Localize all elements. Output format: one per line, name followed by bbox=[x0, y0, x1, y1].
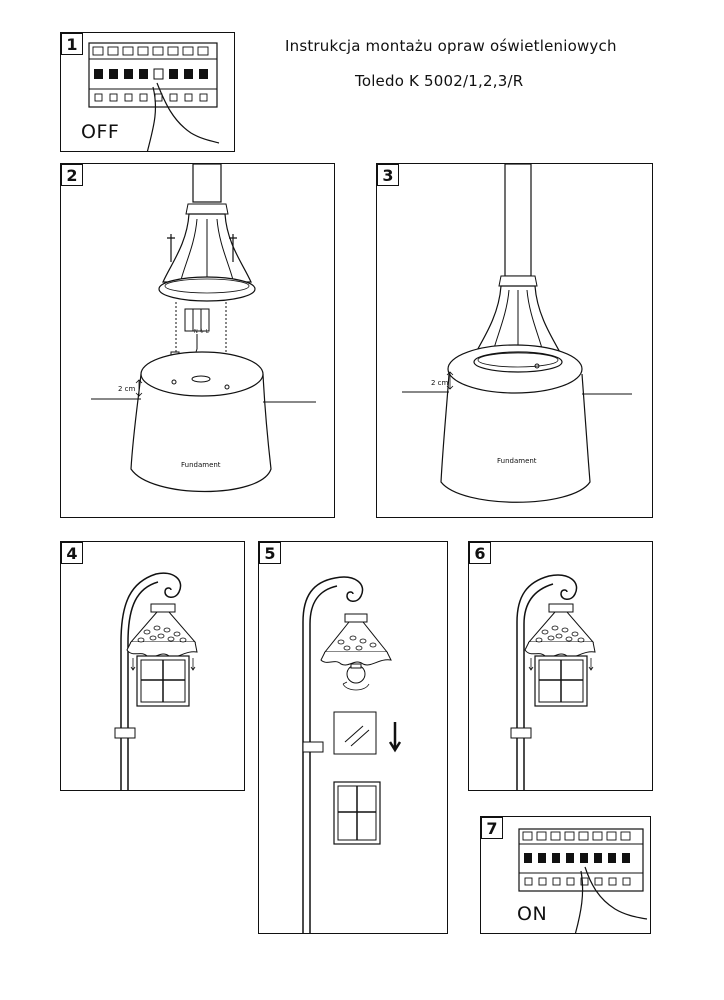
step-5-panel bbox=[258, 541, 448, 934]
foundation-label: Fundament bbox=[181, 461, 221, 469]
bulb-and-glass-diagram bbox=[259, 542, 448, 934]
step-7-number: 7 bbox=[481, 817, 503, 839]
depth-label: 2 cm bbox=[431, 379, 449, 387]
document-title: Instrukcja montażu opraw oświetleniowych bbox=[285, 37, 617, 55]
off-label: OFF bbox=[81, 121, 120, 143]
arrow-down-icon bbox=[390, 722, 400, 750]
hand-icon bbox=[147, 83, 219, 152]
step-1-panel bbox=[60, 32, 235, 152]
on-label: ON bbox=[517, 903, 548, 925]
hand-icon bbox=[575, 867, 647, 934]
depth-label: 2 cm bbox=[118, 385, 136, 393]
step-6-panel bbox=[468, 541, 653, 791]
step-5-number: 5 bbox=[259, 542, 281, 564]
step-2-panel bbox=[60, 163, 335, 518]
step-6-number: 6 bbox=[469, 542, 491, 564]
step-4-number: 4 bbox=[61, 542, 83, 564]
step-3-panel bbox=[376, 163, 653, 518]
step-7-panel bbox=[480, 816, 651, 934]
terminal-label: N ⏚ L bbox=[194, 329, 209, 335]
lantern-final-diagram bbox=[469, 542, 653, 791]
step-4-panel bbox=[60, 541, 245, 791]
foundation-label: Fundament bbox=[497, 457, 537, 465]
step-3-number: 3 bbox=[377, 164, 399, 186]
step-2-number: 2 bbox=[61, 164, 83, 186]
step-1-number: 1 bbox=[61, 33, 83, 55]
model-code: Toledo K 5002/1,2,3/R bbox=[355, 72, 524, 90]
lantern-assembled-diagram bbox=[61, 542, 245, 791]
breaker-panel-icon bbox=[481, 817, 651, 934]
